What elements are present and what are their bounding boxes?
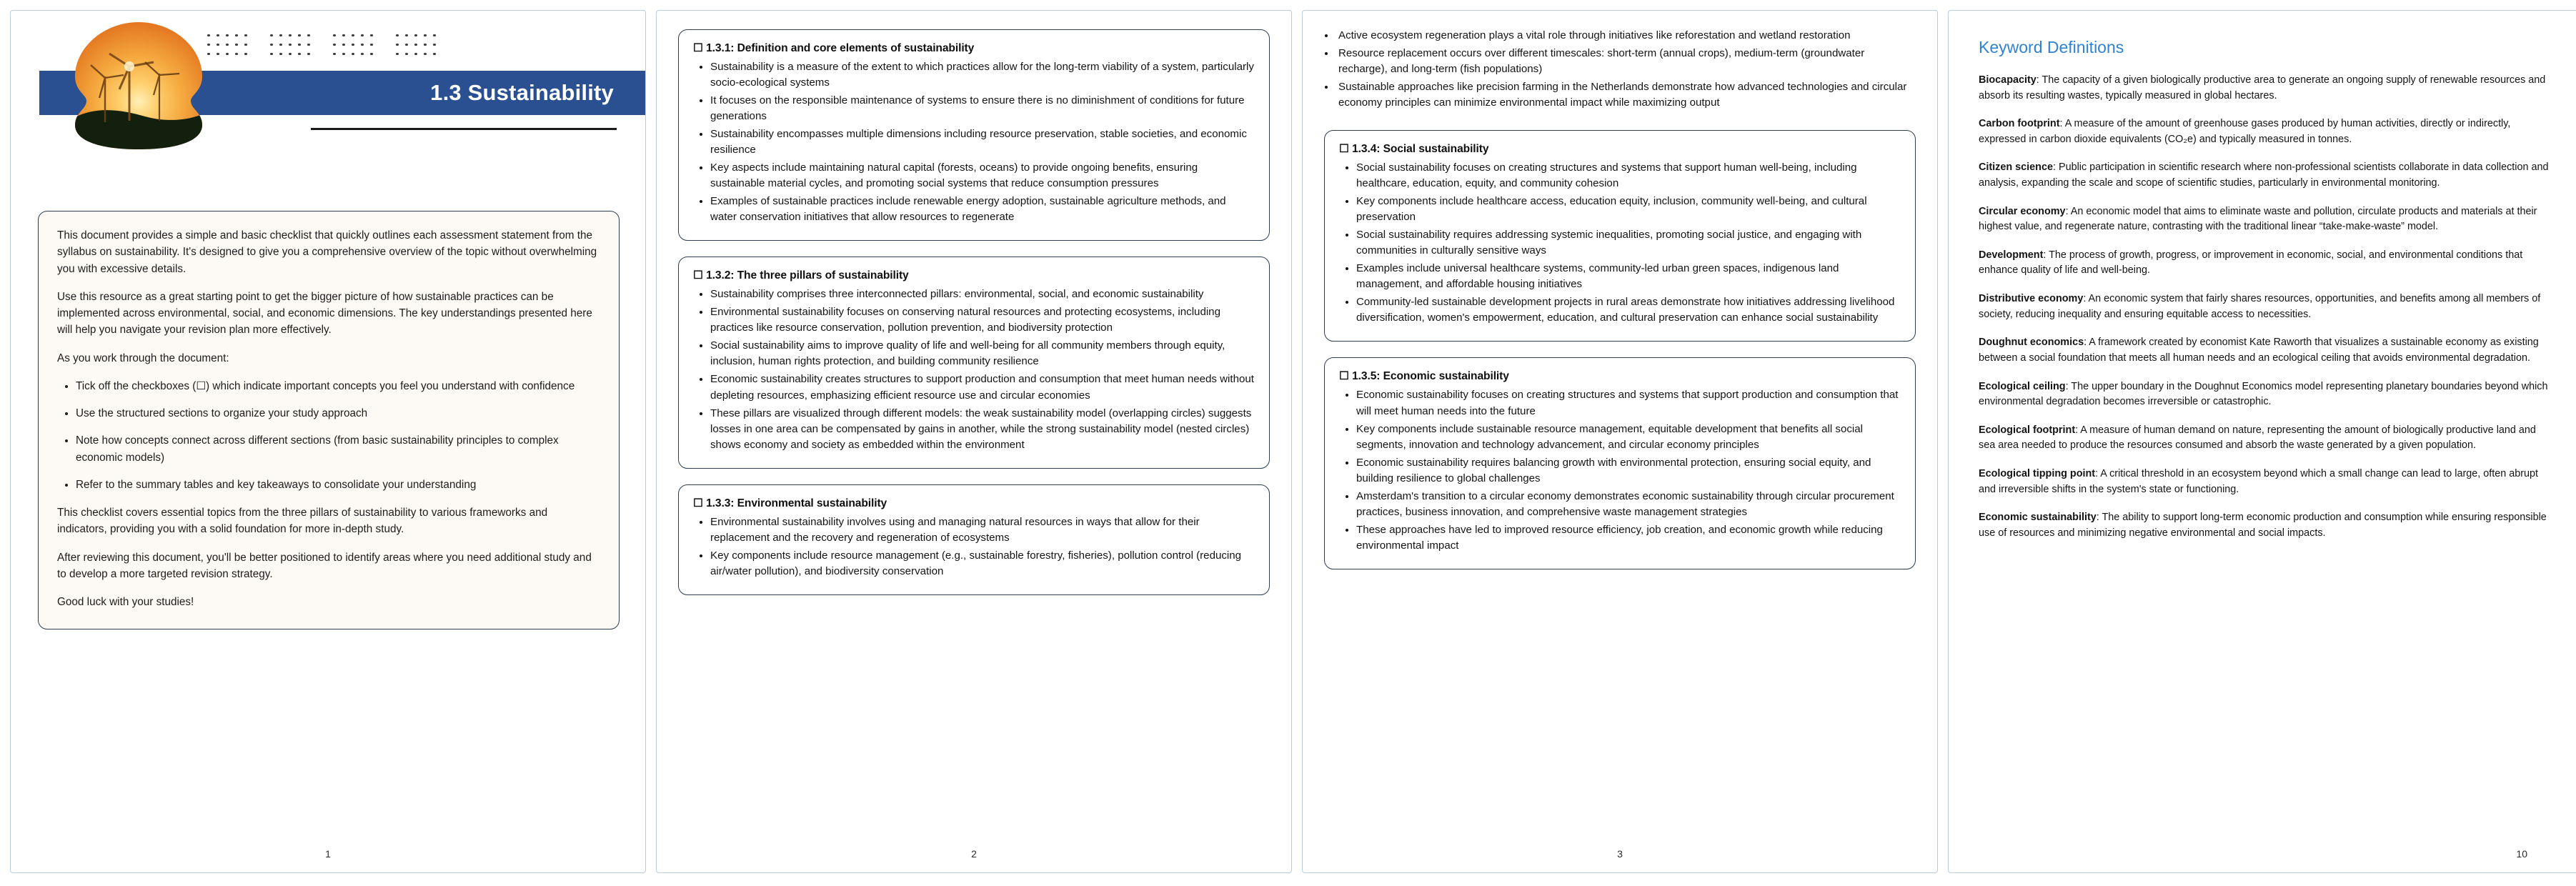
definition-text: : A measure of the amount of greenhouse gases produced by human activities, directly or indirectly, expressed in carbon dioxide equivalents (CO₂e) and typically measured in tonnes. bbox=[1979, 118, 2511, 145]
definition-text: : An economic system that fairly shares resources, opportunities, and benefits among all members of society, reducing inequality and ensuring equitable access to necessities. bbox=[1979, 293, 2541, 320]
list-item: • Social sustainability focuses on creating structures and systems that support human well-being, including healthcare, education, equity, and community cohesion bbox=[1356, 160, 1901, 191]
decorative-dot-pattern bbox=[205, 32, 438, 58]
dot-grid-1 bbox=[205, 32, 249, 58]
list-item: • Tick off the checkboxes (☐) which indicate important concepts you feel you understand with confidence bbox=[76, 378, 600, 394]
page-number: 2 bbox=[971, 848, 977, 860]
list-item: • It focuses on the responsible maintenance of systems to ensure there is no diminishment of conditions for future generations bbox=[710, 93, 1255, 124]
section-bullet-list bbox=[1339, 160, 1901, 326]
section-title: ☐ 1.3.3: Environmental sustainability bbox=[693, 497, 887, 509]
intro-paragraph: This document provides a simple and basic checklist that quickly outlines each assessment statement from the syllabus on sustainability. It's designed to give you a comprehensive overview of the topic without overwhelming you with excessive details. bbox=[57, 229, 597, 275]
intro-callout bbox=[38, 211, 620, 629]
list-item: • Amsterdam's transition to a circular economy demonstrates economic sustainability through circular procurement practices, business innovation, and comprehensive waste management strategies bbox=[1356, 489, 1901, 520]
definition-item bbox=[1979, 335, 2553, 366]
definition-text: : The capacity of a given biologically productive area to generate an ongoing supply of renewable resources and absorb its resulting wastes, typically measured in global hectares. bbox=[1979, 74, 2546, 101]
definition-text: : A measure of human demand on nature, representing the amount of biologically productive land and sea area needed to produce the resources consumed and absorb the waste generated by a given population. bbox=[1979, 424, 2536, 452]
section-bullet-list bbox=[693, 287, 1255, 452]
list-item: • Examples include universal healthcare systems, community-led urban green spaces, indigenous land management, and affordable housing initiatives bbox=[1356, 261, 1901, 292]
list-item: • Examples of sustainable practices include renewable energy adoption, sustainable agriculture methods, and water conservation initiatives that allow resources to regenerate bbox=[710, 194, 1255, 225]
definition-item bbox=[1979, 204, 2553, 235]
list-item: • Economic sustainability focuses on creating structures and systems that support production and consumption that will meet human needs into the future bbox=[1356, 387, 1901, 419]
page-title: 1.3 Sustainability bbox=[430, 80, 614, 105]
page-4 bbox=[1948, 10, 2576, 873]
definition-term: Doughnut economics bbox=[1979, 337, 2084, 349]
dot-grid-3 bbox=[331, 32, 375, 58]
list-item: • Note how concepts connect across different sections (from basic sustainability principles to complex economic models) bbox=[76, 432, 600, 466]
list-item: • Refer to the summary tables and key takeaways to consolidate your understanding bbox=[76, 477, 600, 493]
definition-text: : The process of growth, progress, or improvement in economic, social, and environmental conditions that enhance quality of life and well-being. bbox=[1979, 249, 2523, 277]
list-item: • Use the structured sections to organize your study approach bbox=[76, 405, 600, 422]
definition-text: : The ability to support long-term economic production and consumption while ensuring responsible use of resources and minimizing negative environmental and social impacts. bbox=[1979, 512, 2547, 539]
section-bullet-list bbox=[1339, 387, 1901, 553]
definition-text: : An economic model that aims to eliminate waste and pollution, circulate products and materials at their highest value, and regenerate nature, contrasting with the traditional linear “take-make-waste” model. bbox=[1979, 205, 2537, 233]
definition-term: Distributive economy bbox=[1979, 293, 2084, 305]
list-item: • Key components include healthcare access, education equity, inclusion, community well-being, and cultural preservation bbox=[1356, 194, 1901, 225]
keyword-definitions-heading: Keyword Definitions bbox=[1979, 38, 2124, 56]
definition-text: : Public participation in scientific research where non-professional scientists collaborate in data collection and analysis, expanding the scale and scope of scientific studies, particularly in environmental monitoring. bbox=[1979, 161, 2549, 189]
page-1-header bbox=[11, 11, 645, 159]
section-card-1-3-5 bbox=[1324, 357, 1916, 569]
definition-text: : The upper boundary in the Doughnut Economics model representing planetary boundaries beyond which environmental degradation becomes irreversible or catastrophic. bbox=[1979, 380, 2548, 408]
page-3 bbox=[1302, 10, 1938, 873]
definition-item bbox=[1979, 248, 2553, 279]
section-title: ☐ 1.3.5: Economic sustainability bbox=[1339, 370, 1509, 383]
intro-paragraph: Use this resource as a great starting point to get the bigger picture of how sustainable practices can be implemented across environmental, social, and economic dimensions. The key understandings presented here will help you navigate your revision plan more effectively. bbox=[57, 290, 592, 337]
intro-paragraph: This checklist covers essential topics from the three pillars of sustainability to various frameworks and indicators, providing you with a solid foundation for more in-depth study. bbox=[57, 507, 548, 536]
definition-term: Ecological ceiling bbox=[1979, 380, 2066, 392]
definition-term: Carbon footprint bbox=[1979, 118, 2060, 130]
definition-term: Biocapacity bbox=[1979, 74, 2037, 86]
page-number: 1 bbox=[325, 848, 331, 860]
header-underline-rule bbox=[311, 128, 617, 130]
definition-item bbox=[1979, 379, 2553, 410]
list-item: • Key aspects include maintaining natural capital (forests, oceans) to provide ongoing benefits, ensuring sustainable material cycles, and promoting social systems that reduce consumption pressures bbox=[710, 160, 1255, 191]
page-4-content bbox=[1949, 11, 2576, 541]
section-bullet-list bbox=[693, 514, 1255, 579]
list-item: • Social sustainability requires addressing systemic inequalities, promoting social justice, and engaging with communities in culturally sensitive ways bbox=[1356, 227, 1901, 259]
list-item: • Environmental sustainability focuses on conserving natural resources and protecting ecosystems, including practices like resource conservation, pollution prevention, and biodiversity protection bbox=[710, 304, 1255, 336]
list-item: • Environmental sustainability involves using and managing natural resources in ways that allow for their replacement and the recovery and regeneration of ecosystems bbox=[710, 514, 1255, 546]
list-item: • Economic sustainability requires balancing growth with environmental protection, ensuring social equity, and building resilience to global challenges bbox=[1356, 455, 1901, 487]
page-3-content bbox=[1303, 113, 1937, 569]
page-2 bbox=[656, 10, 1292, 873]
section-title: ☐ 1.3.1: Definition and core elements of sustainability bbox=[693, 42, 975, 54]
list-item: • Key components include sustainable resource management, equitable development that benefits all social segments, innovation and technology advancement, and circular economy principles bbox=[1356, 422, 1901, 453]
intro-bullet-list bbox=[57, 378, 600, 493]
definition-item bbox=[1979, 160, 2553, 191]
list-item: • These approaches have led to improved resource efficiency, job creation, and economic growth while reducing environmental impact bbox=[1356, 522, 1901, 554]
dot-grid-4 bbox=[394, 32, 438, 58]
definition-term: Citizen science bbox=[1979, 161, 2053, 174]
intro-paragraph: After reviewing this document, you'll be better positioned to identify areas where you need additional study and to develop a more targeted revision strategy. bbox=[57, 551, 592, 580]
list-item: • Sustainability encompasses multiple dimensions including resource preservation, stable societies, and economic resilience bbox=[710, 126, 1255, 158]
definition-text: : A critical threshold in an ecosystem beyond which a small change can lead to large, often abrupt and irreversible shifts in the system's state or functioning. bbox=[1979, 467, 2539, 495]
list-item: • Community-led sustainable development projects in rural areas demonstrate how initiatives addressing livelihood diversification, women's empowerment, education, and cultural preservation can enhance social sustainability bbox=[1356, 294, 1901, 326]
section-title: ☐ 1.3.4: Social sustainability bbox=[1339, 143, 1489, 156]
list-item: • Economic sustainability creates structures to support production and consumption that meet human needs without depleting resources, emphasizing efficient resource use and circular economies bbox=[710, 372, 1255, 403]
definition-term: Economic sustainability bbox=[1979, 512, 2097, 524]
definition-item bbox=[1979, 116, 2553, 147]
definition-item bbox=[1979, 292, 2553, 322]
section-card-1-3-3 bbox=[678, 484, 1270, 595]
page-1 bbox=[10, 10, 646, 873]
wind-turbine-sunset-icon bbox=[74, 21, 204, 151]
section-title: ☐ 1.3.2: The three pillars of sustainability bbox=[693, 269, 909, 282]
list-item: • These pillars are visualized through different models: the weak sustainability model (overlapping circles) suggests losses in one area can be compensated by gains in another, while the strong sustainability model (nested circles) shows economy and society as embedded within the environment bbox=[710, 406, 1255, 453]
page-number: 3 bbox=[1617, 848, 1623, 860]
definition-term: Ecological footprint bbox=[1979, 424, 2076, 436]
definition-item bbox=[1979, 73, 2553, 104]
definition-term: Circular economy bbox=[1979, 205, 2066, 217]
dot-grid-2 bbox=[268, 32, 312, 58]
section-bullet-list bbox=[693, 59, 1255, 225]
definition-term: Development bbox=[1979, 249, 2044, 261]
section-card-1-3-2 bbox=[678, 257, 1270, 468]
section-card-1-3-1 bbox=[678, 29, 1270, 241]
page-number: 10 bbox=[2516, 848, 2527, 860]
list-item: • Sustainable approaches like precision farming in the Netherlands demonstrate how advanced technologies and circular economy principles can minimize environmental impact while maximizing output bbox=[1336, 79, 1916, 111]
intro-paragraph: As you work through the document: bbox=[57, 352, 229, 364]
list-item: • Active ecosystem regeneration plays a vital role through initiatives like reforestation and wetland restoration bbox=[1336, 28, 1916, 44]
definition-term: Ecological tipping point bbox=[1979, 467, 2096, 479]
intro-paragraph: Good luck with your studies! bbox=[57, 596, 194, 608]
list-item: • Sustainability comprises three interconnected pillars: environmental, social, and economic sustainability bbox=[710, 287, 1255, 302]
list-item: • Resource replacement occurs over different timescales: short-term (annual crops), medium-term (groundwater recharge), and long-term (fish populations) bbox=[1336, 46, 1916, 77]
list-item: • Key components include resource management (e.g., sustainable forestry, fisheries), pollution control (reducing air/water pollution), and biodiversity conservation bbox=[710, 548, 1255, 579]
definition-item bbox=[1979, 467, 2553, 497]
definition-item bbox=[1979, 423, 2553, 454]
list-item: • Sustainability is a measure of the extent to which practices allow for the long-term viability of a system, particularly socio-ecological systems bbox=[710, 59, 1255, 91]
page-2-content bbox=[657, 11, 1291, 595]
continuation-bullet-list bbox=[1303, 11, 1937, 111]
section-card-1-3-4 bbox=[1324, 130, 1916, 342]
definition-item bbox=[1979, 510, 2553, 541]
definition-text: : A framework created by economist Kate Raworth that visualizes a sustainable economy as existing between a social foundation that meets all human needs and an ecological ceiling that avoids environmental degradation. bbox=[1979, 337, 2539, 364]
list-item: • Social sustainability aims to improve quality of life and well-being for all community members through equity, inclusion, human rights protection, and building community resilience bbox=[710, 338, 1255, 369]
